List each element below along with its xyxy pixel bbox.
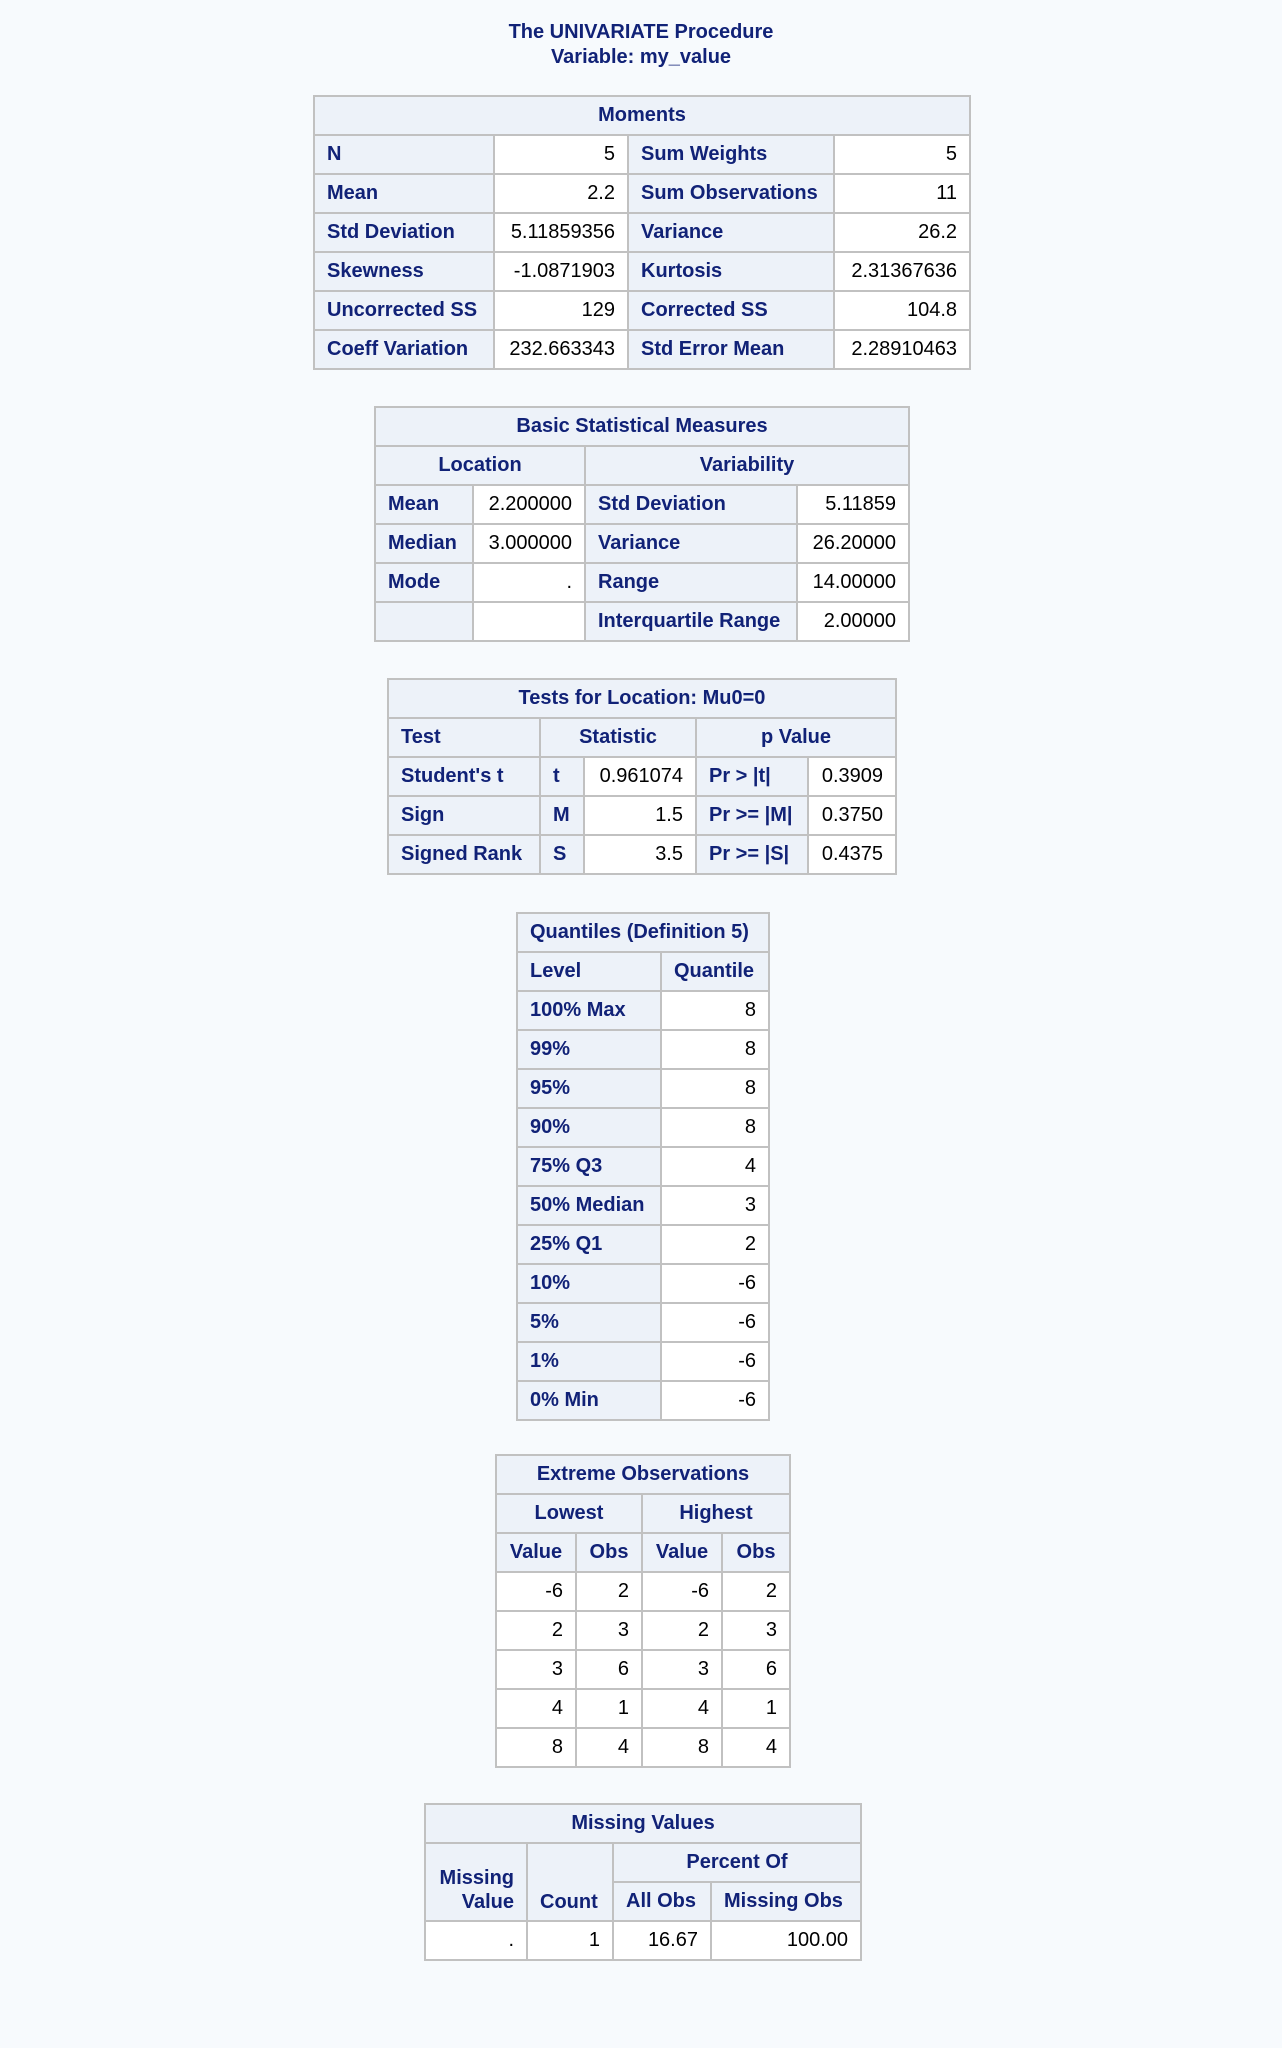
statistic-value: 0.961074 xyxy=(584,757,696,796)
quantile-level: 90% xyxy=(517,1108,661,1147)
moments-label: Uncorrected SS xyxy=(314,291,494,330)
moments-value: 26.2 xyxy=(834,213,970,252)
extreme-row xyxy=(496,1611,790,1650)
variability-label: Variance xyxy=(585,524,797,563)
quantile-value: 8 xyxy=(661,1069,769,1108)
test-name: Sign xyxy=(388,796,540,835)
moments-value: 232.663343 xyxy=(494,330,628,369)
lowest-value: 8 xyxy=(496,1728,576,1767)
lowest-obs: 4 xyxy=(576,1728,642,1767)
basic-measures-title: Basic Statistical Measures xyxy=(375,407,909,446)
moments-label: Mean xyxy=(314,174,494,213)
quantile-value: -6 xyxy=(661,1264,769,1303)
highest-obs: 4 xyxy=(722,1728,790,1767)
test-column-header: Test xyxy=(388,718,540,757)
highest-value: 3 xyxy=(642,1650,722,1689)
all-obs-header: All Obs xyxy=(613,1882,711,1921)
moments-value: 5.11859356 xyxy=(494,213,628,252)
quantiles-title: Quantiles (Definition 5) xyxy=(517,913,769,952)
highest-value: -6 xyxy=(642,1572,722,1611)
highest-obs: 3 xyxy=(722,1611,790,1650)
highest-value: 4 xyxy=(642,1689,722,1728)
moments-label: Sum Observations xyxy=(628,174,834,213)
moments-value: 2.28910463 xyxy=(834,330,970,369)
moments-value: 5 xyxy=(494,135,628,174)
variability-value: 14.00000 xyxy=(797,563,909,602)
variability-header: Variability xyxy=(585,446,909,485)
quantile-value: -6 xyxy=(661,1303,769,1342)
procedure-title: The UNIVARIATE Procedure xyxy=(508,21,774,43)
quantile-row xyxy=(517,1264,769,1303)
highest-obs: 2 xyxy=(722,1572,790,1611)
quantile-level: 25% Q1 xyxy=(517,1225,661,1264)
lowest-value: -6 xyxy=(496,1572,576,1611)
lowest-value: 4 xyxy=(496,1689,576,1728)
basic-statistical-measures-table xyxy=(374,406,910,642)
moments-title: Moments xyxy=(314,96,970,135)
moments-value: -1.0871903 xyxy=(494,252,628,291)
location-label: Mean xyxy=(375,485,473,524)
highest-obs: 1 xyxy=(722,1689,790,1728)
quantile-level: 1% xyxy=(517,1342,661,1381)
variability-label: Range xyxy=(585,563,797,602)
highest-value: 2 xyxy=(642,1611,722,1650)
quantile-value: 2 xyxy=(661,1225,769,1264)
location-value: . xyxy=(473,563,585,602)
lowest-obs-header: Obs xyxy=(576,1533,642,1572)
missing-title: Missing Values xyxy=(425,1804,861,1843)
highest-header: Highest xyxy=(642,1494,790,1533)
tests-for-location-table xyxy=(387,678,897,875)
variability-value: 2.00000 xyxy=(797,602,909,641)
quantile-level: 99% xyxy=(517,1030,661,1069)
quantile-row xyxy=(517,1108,769,1147)
location-value: 3.000000 xyxy=(473,524,585,563)
moments-value: 129 xyxy=(494,291,628,330)
moments-row xyxy=(314,213,970,252)
variability-value: 26.20000 xyxy=(797,524,909,563)
highest-obs: 6 xyxy=(722,1650,790,1689)
moments-label: Sum Weights xyxy=(628,135,834,174)
quantile-value: 8 xyxy=(661,991,769,1030)
pvalue-label: Pr > |t| xyxy=(696,757,808,796)
tests-row xyxy=(388,835,896,874)
quantile-value: 4 xyxy=(661,1147,769,1186)
moments-row xyxy=(314,252,970,291)
extreme-row xyxy=(496,1572,790,1611)
pvalue-value: 0.3909 xyxy=(808,757,896,796)
location-header: Location xyxy=(375,446,585,485)
quantile-level: 75% Q3 xyxy=(517,1147,661,1186)
pvalue-column-header: p Value xyxy=(696,718,896,757)
percent-of-header: Percent Of xyxy=(613,1843,861,1882)
lowest-header: Lowest xyxy=(496,1494,642,1533)
highest-value-header: Value xyxy=(642,1533,722,1572)
moments-row xyxy=(314,291,970,330)
moments-label: Skewness xyxy=(314,252,494,291)
quantile-value: 8 xyxy=(661,1030,769,1069)
missing-values-table xyxy=(424,1803,862,1961)
location-value: 2.200000 xyxy=(473,485,585,524)
quantile-row xyxy=(517,1030,769,1069)
basic-measures-row xyxy=(375,602,909,641)
lowest-obs: 3 xyxy=(576,1611,642,1650)
quantile-row xyxy=(517,1147,769,1186)
location-label: Mode xyxy=(375,563,473,602)
level-column-header: Level xyxy=(517,952,661,991)
pvalue-value: 0.4375 xyxy=(808,835,896,874)
pvalue-value: 0.3750 xyxy=(808,796,896,835)
missing-obs-pct-cell: 100.00 xyxy=(711,1921,861,1960)
variability-value: 5.11859 xyxy=(797,485,909,524)
missing-obs-header: Missing Obs xyxy=(711,1882,861,1921)
statistic-symbol: S xyxy=(540,835,584,874)
lowest-obs: 6 xyxy=(576,1650,642,1689)
statistic-column-header: Statistic xyxy=(540,718,696,757)
quantile-row xyxy=(517,1381,769,1420)
statistic-symbol: t xyxy=(540,757,584,796)
quantile-level: 50% Median xyxy=(517,1186,661,1225)
count-header: Count xyxy=(527,1843,613,1921)
missing-value-header-line2: Value xyxy=(461,1891,514,1913)
missing-value-header-line1: Missing xyxy=(439,1867,514,1889)
quantiles-table xyxy=(516,912,770,1421)
moments-value: 2.31367636 xyxy=(834,252,970,291)
moments-row xyxy=(314,135,970,174)
moments-value: 2.2 xyxy=(494,174,628,213)
extreme-observations-table xyxy=(495,1454,791,1768)
basic-measures-row xyxy=(375,563,909,602)
moments-row xyxy=(314,330,970,369)
statistic-value: 3.5 xyxy=(584,835,696,874)
moments-row xyxy=(314,174,970,213)
test-name: Student's t xyxy=(388,757,540,796)
quantile-value: 8 xyxy=(661,1108,769,1147)
variable-title: Variable: my_value xyxy=(550,46,732,68)
quantile-level: 100% Max xyxy=(517,991,661,1030)
quantile-row xyxy=(517,1225,769,1264)
basic-measures-row xyxy=(375,524,909,563)
moments-label: Std Error Mean xyxy=(628,330,834,369)
quantile-row xyxy=(517,1342,769,1381)
extreme-row xyxy=(496,1728,790,1767)
moments-label: Std Deviation xyxy=(314,213,494,252)
extreme-row xyxy=(496,1650,790,1689)
moments-label: Kurtosis xyxy=(628,252,834,291)
moments-value: 5 xyxy=(834,135,970,174)
statistic-value: 1.5 xyxy=(584,796,696,835)
moments-label: Coeff Variation xyxy=(314,330,494,369)
quantile-level: 5% xyxy=(517,1303,661,1342)
quantile-column-header: Quantile xyxy=(661,952,769,991)
quantile-level: 10% xyxy=(517,1264,661,1303)
tests-row xyxy=(388,796,896,835)
quantile-row xyxy=(517,1069,769,1108)
lowest-value: 3 xyxy=(496,1650,576,1689)
pvalue-label: Pr >= |M| xyxy=(696,796,808,835)
tests-row xyxy=(388,757,896,796)
missing-count-cell: 1 xyxy=(527,1921,613,1960)
extremes-title: Extreme Observations xyxy=(496,1455,790,1494)
variability-label: Interquartile Range xyxy=(585,602,797,641)
quantile-row xyxy=(517,991,769,1030)
highest-obs-header: Obs xyxy=(722,1533,790,1572)
quantile-level: 95% xyxy=(517,1069,661,1108)
quantile-row xyxy=(517,1303,769,1342)
moments-label: N xyxy=(314,135,494,174)
basic-measures-row xyxy=(375,485,909,524)
missing-all-obs-cell: 16.67 xyxy=(613,1921,711,1960)
extreme-row xyxy=(496,1689,790,1728)
quantile-value: 3 xyxy=(661,1186,769,1225)
quantile-level: 0% Min xyxy=(517,1381,661,1420)
variability-label: Std Deviation xyxy=(585,485,797,524)
quantile-value: -6 xyxy=(661,1342,769,1381)
location-label xyxy=(375,602,473,641)
missing-value-cell: . xyxy=(425,1921,527,1960)
lowest-value: 2 xyxy=(496,1611,576,1650)
lowest-obs: 2 xyxy=(576,1572,642,1611)
lowest-value-header: Value xyxy=(496,1533,576,1572)
missing-value-header xyxy=(425,1843,527,1921)
moments-value: 104.8 xyxy=(834,291,970,330)
moments-value: 11 xyxy=(834,174,970,213)
tests-title: Tests for Location: Mu0=0 xyxy=(388,679,896,718)
moments-table xyxy=(313,95,971,370)
statistic-symbol: M xyxy=(540,796,584,835)
quantile-value: -6 xyxy=(661,1381,769,1420)
moments-label: Variance xyxy=(628,213,834,252)
moments-label: Corrected SS xyxy=(628,291,834,330)
quantile-row xyxy=(517,1186,769,1225)
highest-value: 8 xyxy=(642,1728,722,1767)
location-label: Median xyxy=(375,524,473,563)
test-name: Signed Rank xyxy=(388,835,540,874)
lowest-obs: 1 xyxy=(576,1689,642,1728)
location-value xyxy=(473,602,585,641)
pvalue-label: Pr >= |S| xyxy=(696,835,808,874)
